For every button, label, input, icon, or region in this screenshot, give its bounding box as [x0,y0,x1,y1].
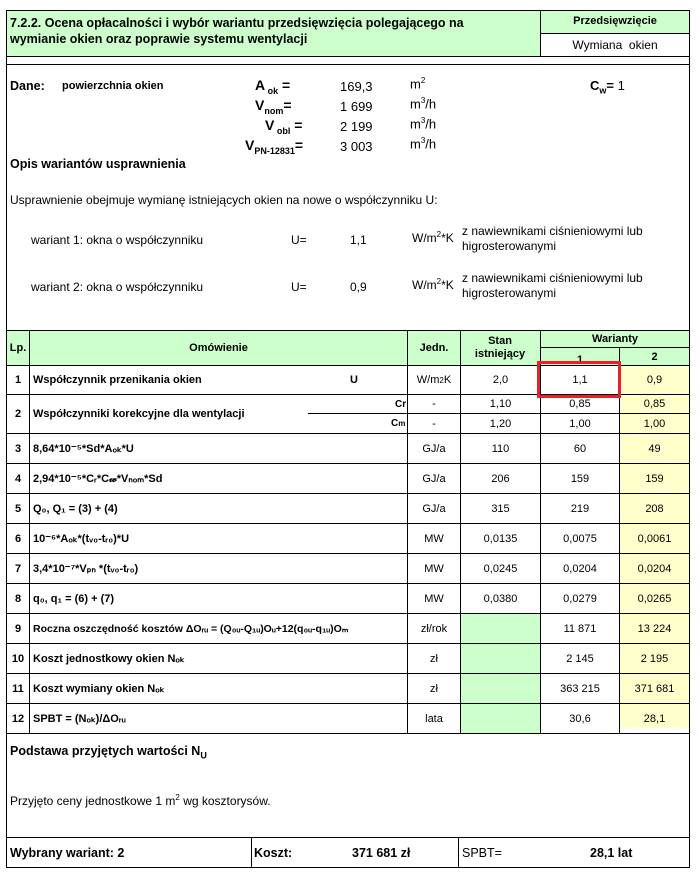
variants-intro: Usprawnienie obejmuje wymianę istniejących okien na nowe o współczynniku U: [10,193,438,207]
project-value: Wymiana okien [572,38,658,52]
basis-text: Przyjęto ceny jednostkowe 1 $m^2$ wg kosztorysów. [10,793,271,808]
basis-heading: Podstawa przyjętych wartości $N_U$ [10,744,207,761]
section-title: 7.2.2. Ocena opłacalności i wybór wariantu przedsięwzięcia polegającego na wymianie okien oraz poprawie systemu wentylacji [10,16,464,46]
col-header-v1: 1 [576,353,584,366]
col-header-v2: 2 [651,350,658,363]
given-desc: powierzchnia okien [62,80,164,92]
spbt-value: 28,1 lat [590,845,633,860]
col-header-stan: Stan istniejący [474,335,526,360]
project-label: Przedsięwzięcie [573,15,657,27]
col-header-lp: Lp. [9,342,27,354]
col-header-variants: Warianty [591,333,639,345]
highlight-box [537,361,621,398]
spbt-label: SPBT= [462,845,502,860]
cost-label: Koszt: [254,845,293,860]
variant-1-u-cell: 1,1 [572,374,588,386]
given-label: Dane: [10,79,45,93]
col-header-unit: Jedn. [419,342,449,354]
chosen-variant: Wybrany wariant: 2 [10,845,125,860]
col-header-desc: Omówienie [189,342,248,354]
cost-value: 371 681 zł [352,845,411,860]
variants-heading: Opis wariantów usprawnienia [10,157,186,171]
cw-value: $C_w= 1$ [590,78,625,96]
